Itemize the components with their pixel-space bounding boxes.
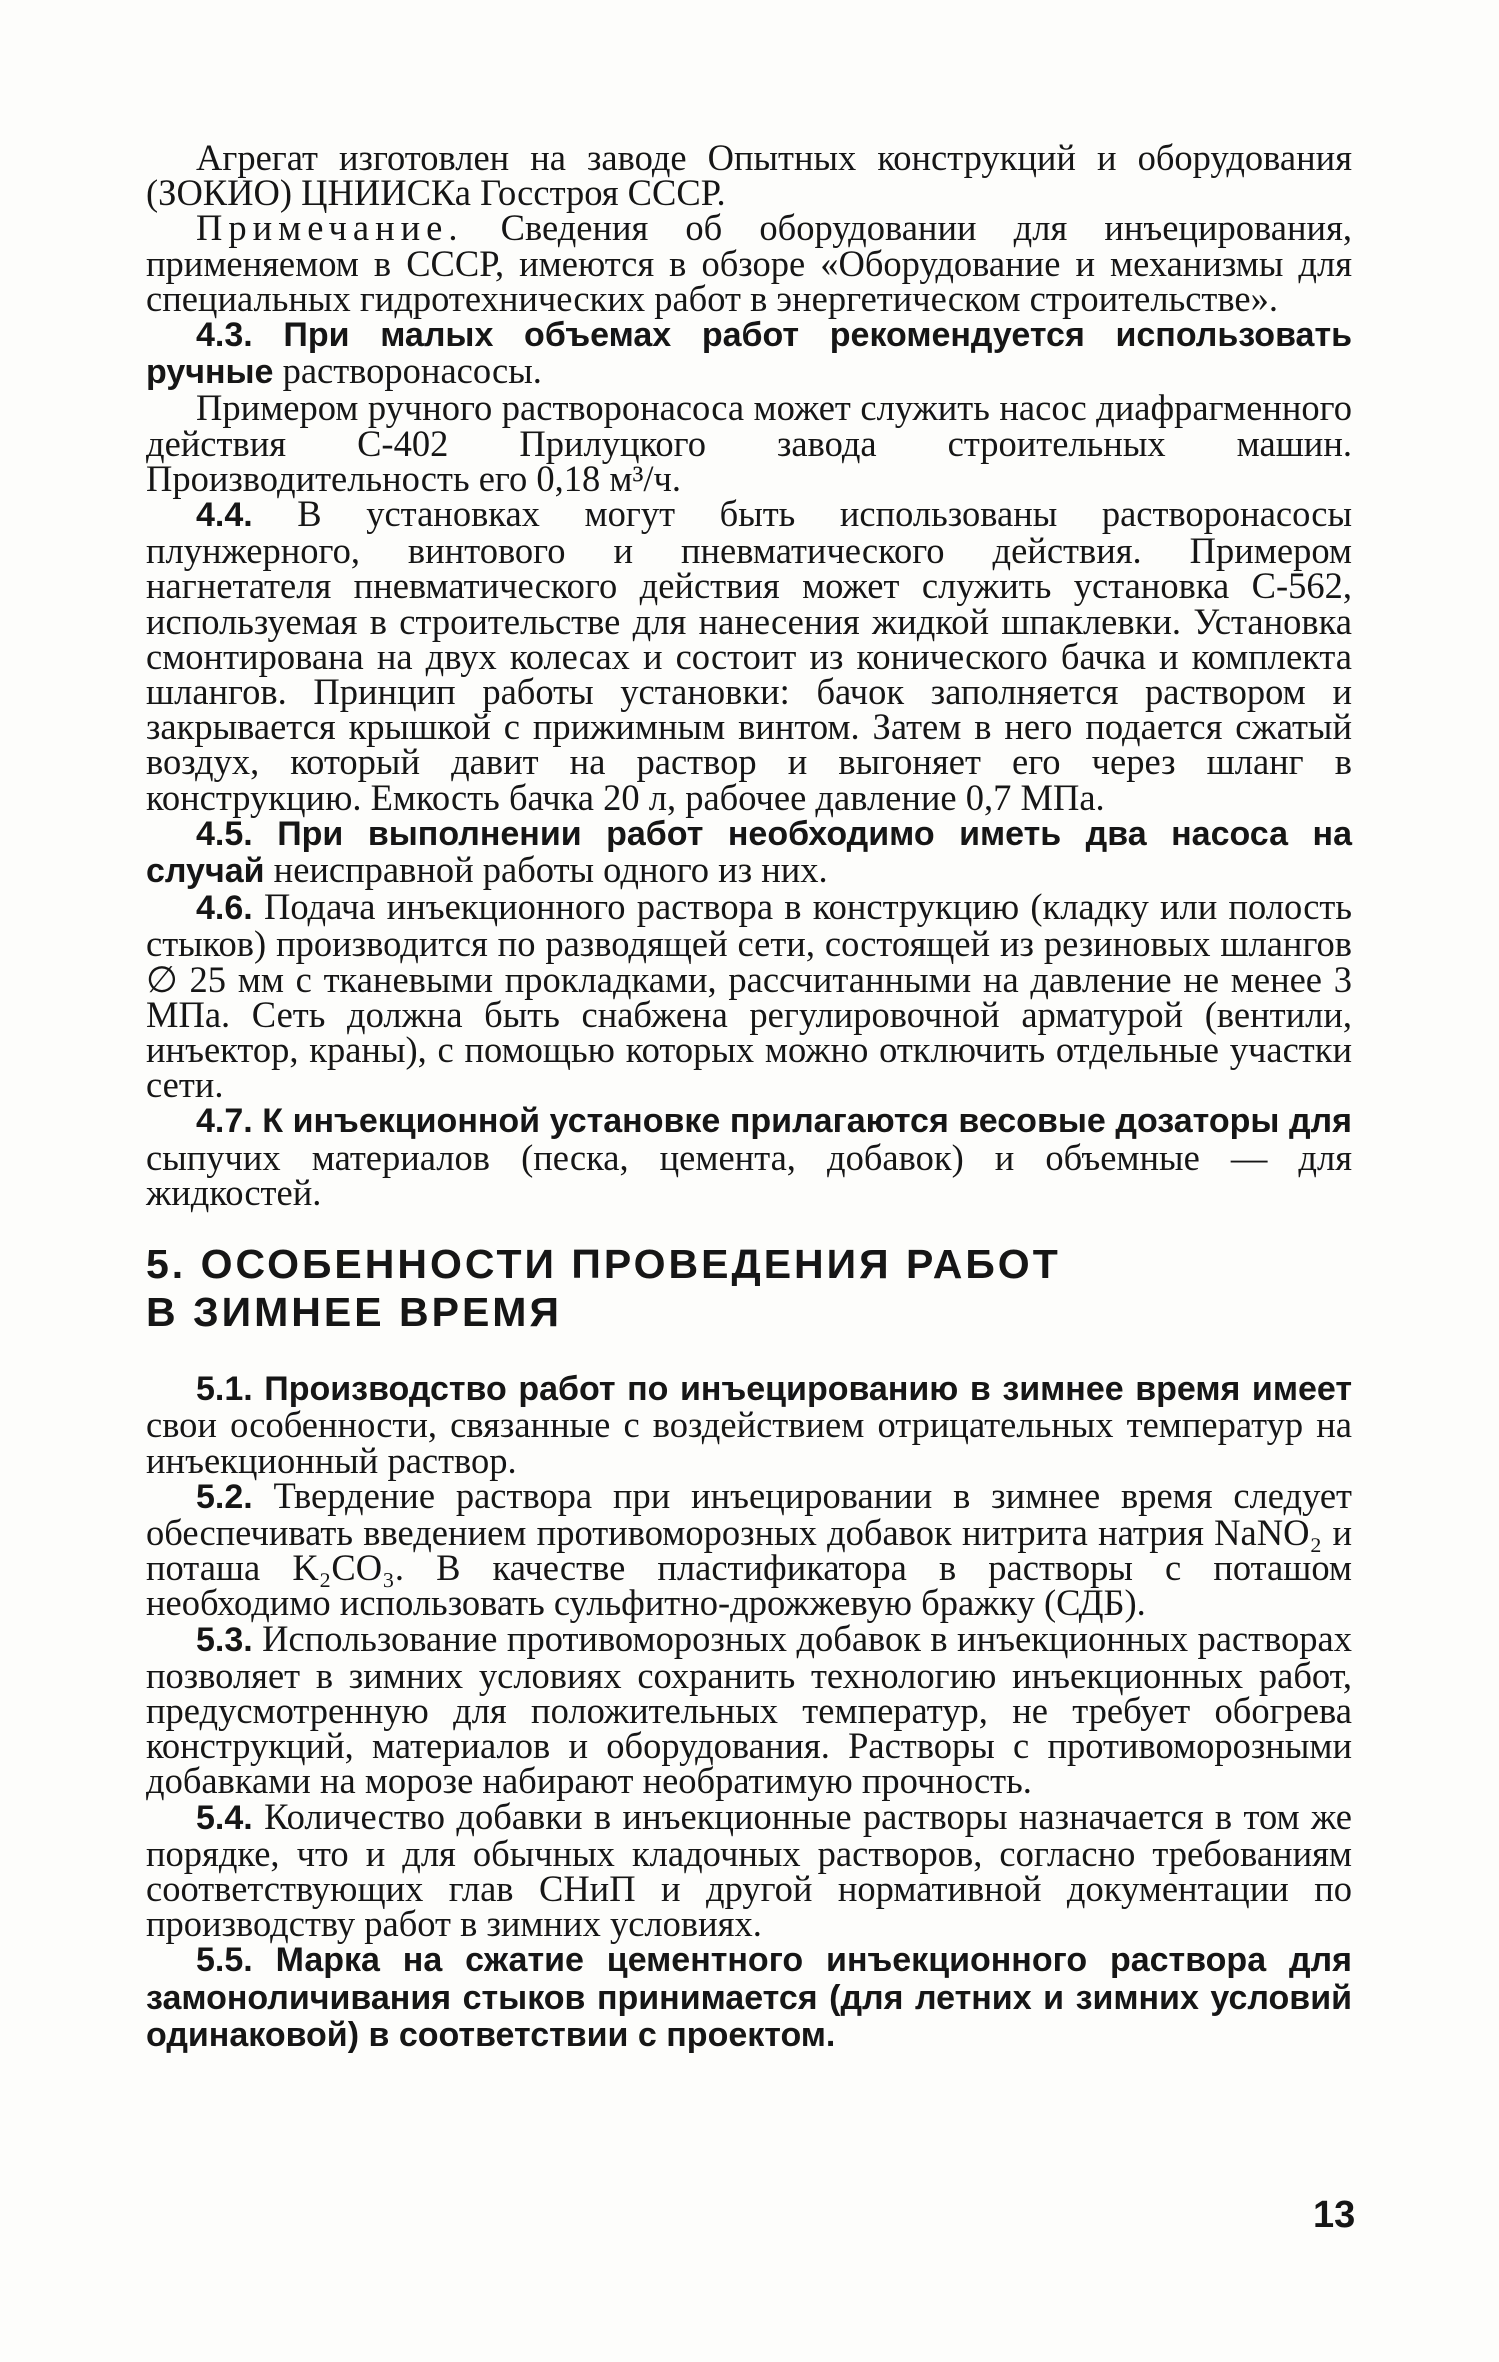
note-text: Сведения об оборудовании для инъецирования, применяемом в СССР, имеются в обзоре «Оборудование и механизмы для специальных гидротехнических работ в энергетическом строительстве». (146, 207, 1352, 319)
clause-bold-text: При малых объемах работ рекомендуется использовать ручные (146, 316, 1352, 392)
clause-text: Количество добавки в инъекционные растворы назначается в том же порядке, что и для обычных кладочных растворов, согласно требованиям соответствующих глав СНиП и другой нормативной документации по производству работ в зимних условиях. (146, 1795, 1352, 1945)
clause-bold-text: Марка на сжатие цементного инъекционного раствора для замоноличивания стыков принимается (для летних и зимних условий одинаковой) в соответствии с проектом. (146, 1941, 1352, 2054)
note-label: Примечание. (196, 207, 464, 249)
clause-text: Твердение раствора при инъецировании в зимнее время следует обеспечивать введением противоморозных добавок нитрита натрия NaNO₂ и поташа K₂CO₃. В качестве пластификатора в растворы с поташом необходимо использовать сульфитно-дрожжевую бражку (СДБ). (146, 1474, 1352, 1624)
section-heading-line-1: 5. ОСОБЕННОСТИ ПРОВЕДЕНИЯ РАБОТ (146, 1241, 1061, 1288)
clause-text: свои особенности, связанные с воздействием отрицательных температур на инъекционный раствор. (146, 1404, 1352, 1481)
clause-number: 4.6. (196, 889, 253, 928)
paragraph-5-4 (146, 1795, 1352, 1945)
clause-number: 4.3. (196, 316, 253, 355)
clause-bold-text: При выполнении работ необходимо иметь два насоса на случай (146, 814, 1352, 891)
paragraph-4-3 (146, 316, 1352, 390)
paragraph-note (146, 207, 1352, 319)
clause-number: 5.2. (196, 1477, 253, 1516)
clause-text: Использование противоморозных добавок в инъекционных растворах позволяет в зимних условиях сохранить технологию инъекционных работ, предусмотренную для положительных температур, не требует обогрева конструкций, материалов и оборудования. Растворы с противоморозными добавками на морозе набирают необратимую прочность. (146, 1617, 1352, 1802)
clause-text: Подача инъекционного раствора в конструкцию (кладку или полость стыков) производится по разводящей сети, состоящей из резиновых шлангов ∅ 25 мм с тканевыми прокладками, рассчитанными на давление не менее 3 МПа. Сеть должна быть снабжена регулировочной арматурой (вентили, инъектор, краны), с помощью которых можно отключить отдельные участки сети. (146, 886, 1352, 1106)
clause-number: 4.5. (196, 814, 253, 853)
clause-text: В установках могут быть использованы растворонасосы плунжерного, винтового и пневматического действия. Примером нагнетателя пневматического действия может служить установка С-562, используемая в строительстве для нанесения жидкой шпаклевки. Установка смонтирована на двух колесах и состоит из конического бачка и комплекта шлангов. Принцип работы установки: бачок заполняется раствором и закрывается крышкой с прижимным винтом. Затем в него подается сжатый воздух, который давит на раствор и выгоняет его через шланг в конструкцию. Емкость бачка 20 л, рабочее давление 0,7 МПа. (146, 493, 1352, 818)
clause-number: 5.1. (196, 1370, 253, 1409)
clause-bold-text: Производство работ по инъецированию в зимнее время имеет (252, 1370, 1352, 1409)
clause-bold-text: К инъекционной установке прилагаются весовые дозаторы для (252, 1102, 1352, 1141)
clause-text: неисправной работы одного из них. (264, 849, 828, 891)
page-number: 13 (1313, 2194, 1356, 2236)
clause-text: растворонасосы. (273, 350, 542, 392)
paragraph-example (146, 387, 1352, 499)
section-heading (146, 1240, 1352, 1336)
section-heading-line-2: В ЗИМНЕЕ ВРЕМЯ (146, 1289, 562, 1336)
text-column (146, 137, 1352, 2054)
clause-number: 4.4. (196, 496, 253, 535)
paragraph-text: Агрегат изготовлен на заводе Опытных конструкций и оборудования (ЗОКИО) ЦНИИСКа Госстроя СССР. (146, 137, 1352, 214)
clause-number: 4.7. (196, 1102, 253, 1141)
paragraph-5-3 (146, 1617, 1352, 1802)
paragraph-4-5 (146, 815, 1352, 889)
paragraph-4-6 (146, 886, 1352, 1106)
clause-number: 5.5. (196, 1941, 253, 1980)
clause-number: 5.3. (196, 1620, 253, 1659)
paragraph-5-2 (146, 1474, 1352, 1624)
paragraph-5-1 (146, 1370, 1352, 1481)
clause-text: сыпучих материалов (песка, цемента, добавок) и объемные — для жидкостей. (146, 1136, 1352, 1213)
paragraph-4-4 (146, 493, 1352, 818)
clause-number: 5.4. (196, 1798, 253, 1837)
paragraph-5-5 (146, 1941, 1352, 2053)
paragraph-text: Примером ручного растворонасоса может служить насос диафрагменного действия С-402 Прилуцкого завода строительных машин. Производительность его 0,18 м³/ч. (146, 387, 1352, 499)
paragraph-aggregate (146, 137, 1352, 214)
paragraph-4-7 (146, 1102, 1352, 1213)
